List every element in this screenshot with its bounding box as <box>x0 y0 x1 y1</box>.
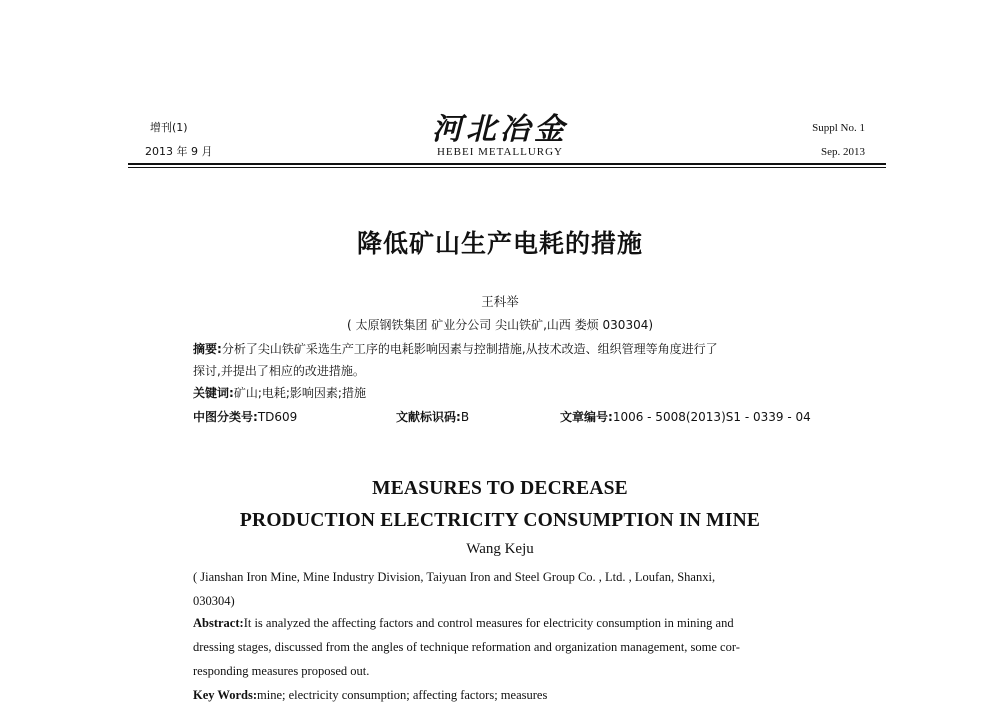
abstract-cn <box>193 338 833 404</box>
date-label-cn: 2013 年 9 月 <box>145 145 213 158</box>
keywords-label-cn: 关键词: <box>193 386 234 400</box>
affiliation-cn: ( 太原钢铁集团 矿业分公司 尖山铁矿,山西 娄烦 030304) <box>346 318 654 332</box>
article-number: 文章编号:1006 - 5008(2013)S1 - 0339 - 04 <box>560 410 811 424</box>
date-label-en: Sep. 2013 <box>821 146 865 158</box>
keywords-label-en: Key Words: <box>193 688 258 702</box>
keywords-en: Key Words:mine; electricity consumption; affecting factors; measures <box>193 688 548 702</box>
keywords-cn: 关键词:矿山;电耗;影响因素;措施 <box>193 386 366 400</box>
author-en: Wang Keju <box>466 541 534 557</box>
affiliation-en-line-2: 030304) <box>193 594 235 608</box>
abstract-cn-line-2: 探讨,并提出了相应的改进措施。 <box>193 364 365 378</box>
document-code: 文献标识码:B <box>396 410 470 424</box>
header-rule-thick <box>128 163 886 165</box>
abstract-cn-line-1: 摘要:分析了尖山铁矿采选生产工序的电耗影响因素与控制措施,从技术改造、组织管理等角度进行了 <box>193 342 718 356</box>
issue-label-cn: 增刊(1) <box>150 121 188 134</box>
abstract-en-line-2: dressing stages, discussed from the angles of technique reformation and organization management, some cor- <box>193 640 740 654</box>
issue-label-en: Suppl No. 1 <box>812 122 865 134</box>
abstract-en-line-3: responding measures proposed out. <box>193 664 370 678</box>
abstract-label-cn: 摘要: <box>193 342 222 356</box>
abstract-en <box>193 611 823 707</box>
article-title-en-line-2: PRODUCTION ELECTRICITY CONSUMPTION IN MINE <box>239 510 761 531</box>
journal-logo: 河北冶金 <box>432 112 568 147</box>
clc-number: 中图分类号:TD609 <box>193 410 298 424</box>
abstract-en-line-1: Abstract:It is analyzed the affecting factors and control measures for electricity consumption in mining and <box>193 616 734 630</box>
affiliation-en <box>193 565 823 613</box>
author-cn: 王科举 <box>481 294 519 309</box>
header-rule-thin <box>128 167 886 168</box>
article-title-en-line-1: MEASURES TO DECREASE <box>372 478 628 499</box>
journal-name-en: HEBEI METALLURGY <box>436 146 564 158</box>
abstract-label-en: Abstract: <box>193 616 244 630</box>
affiliation-en-line-1: ( Jianshan Iron Mine, Mine Industry Division, Taiyuan Iron and Steel Group Co. , Ltd. , Loufan, Shanxi, <box>193 570 716 584</box>
article-title-cn: 降低矿山生产电耗的措施 <box>356 229 643 258</box>
